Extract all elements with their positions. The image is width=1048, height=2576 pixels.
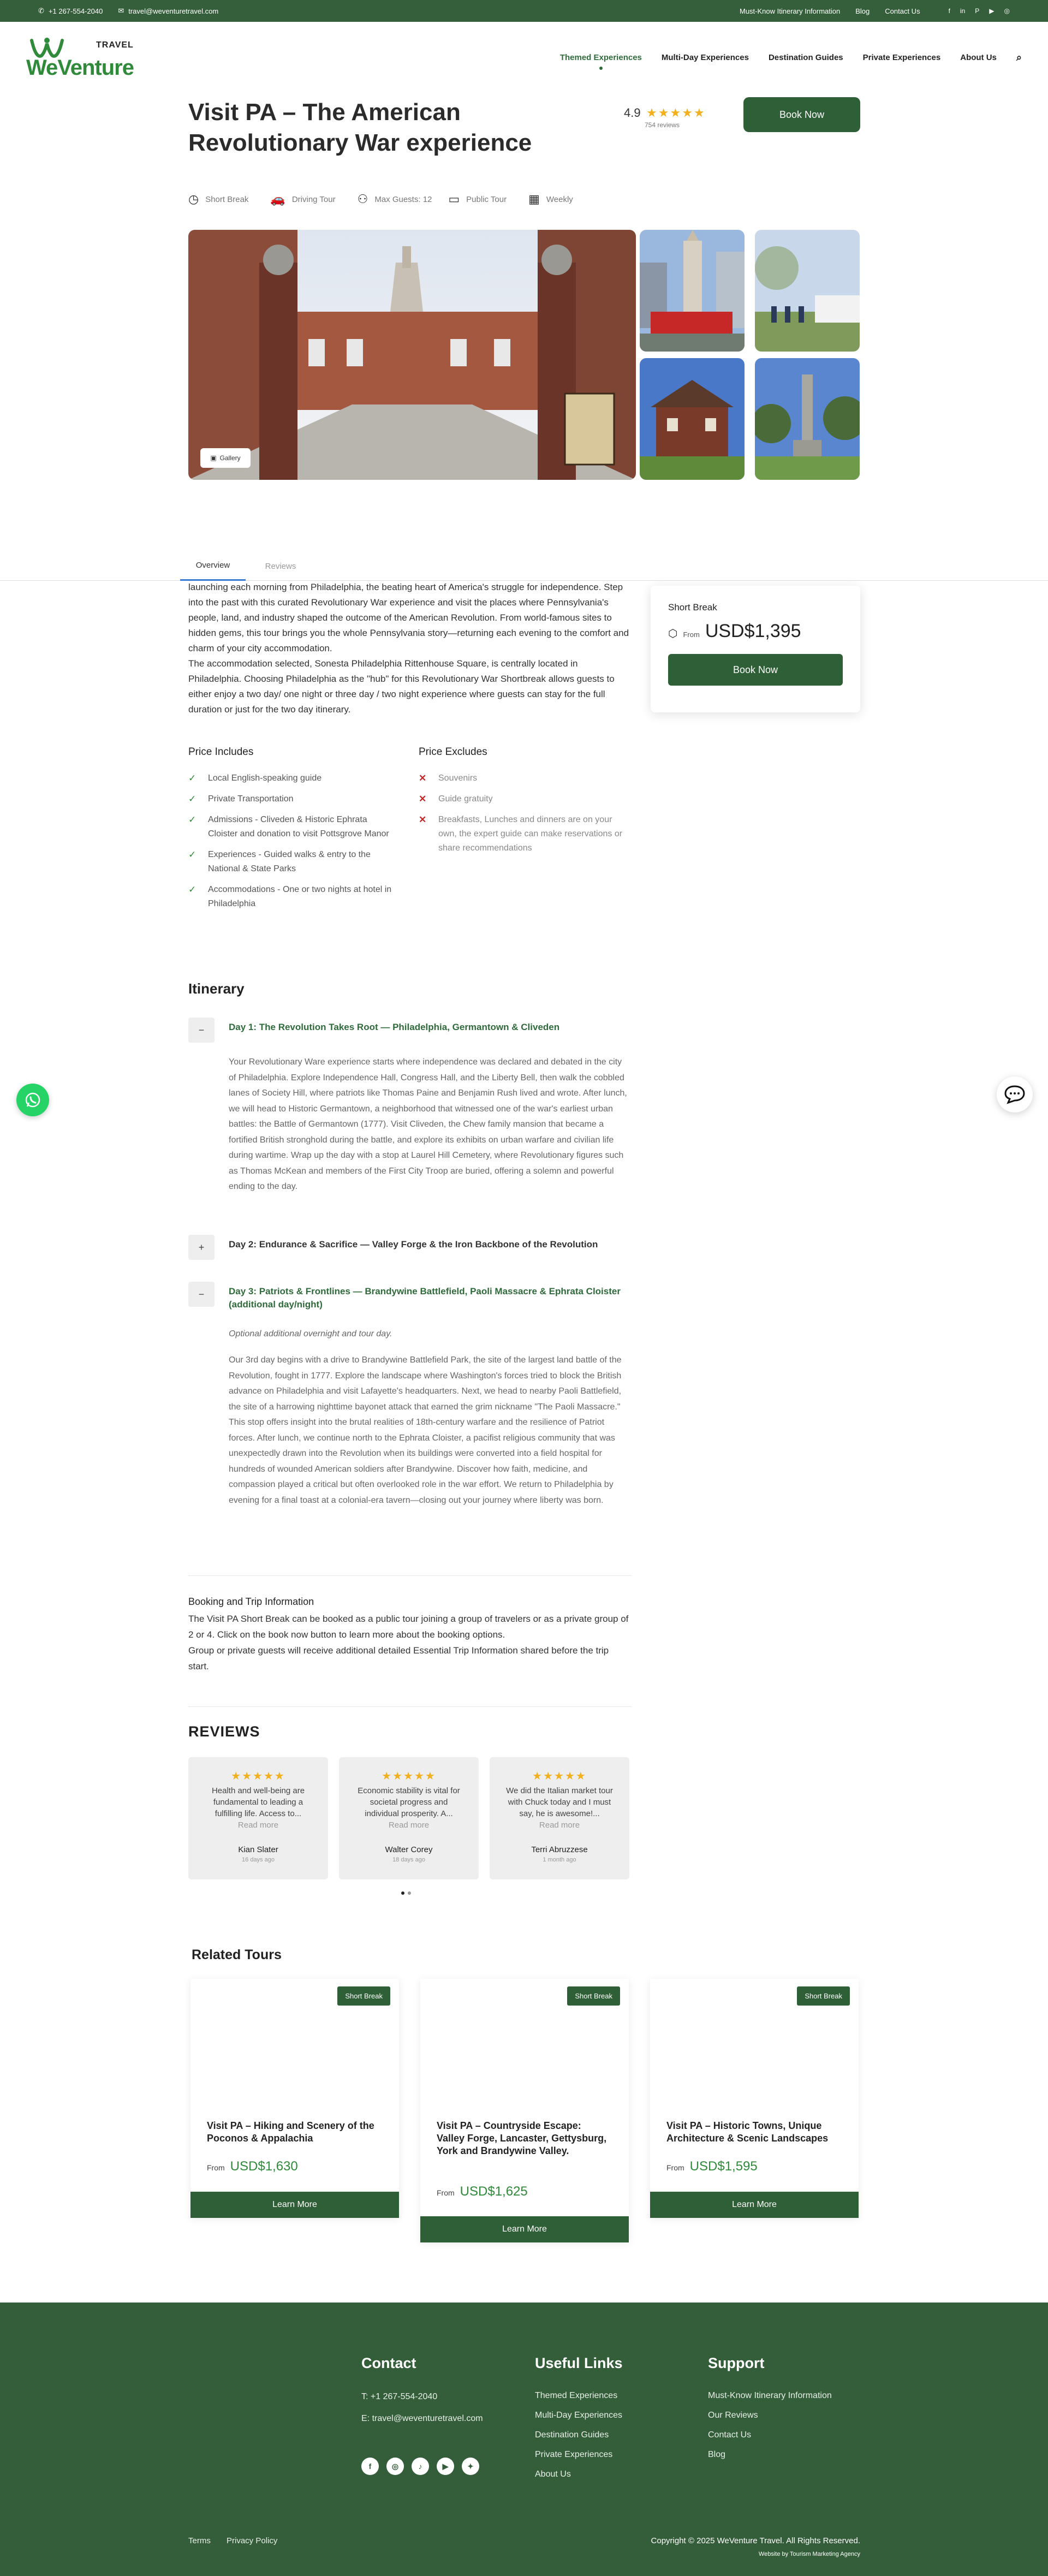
gallery-button[interactable]: ▣ Gallery [200, 448, 251, 468]
list-item: ✕ Breakfasts, Lunches and dinners are on your own, the expert guide can make reservations or share recommendations [419, 813, 626, 855]
list-item: ✓ Accommodations - One or two nights at hotel in Philadelphia [188, 883, 396, 911]
pinterest-icon[interactable]: P [975, 7, 980, 15]
photo-gallery [188, 230, 860, 480]
tour-title[interactable]: Visit PA – Countryside Escape: Valley Forge, Lancaster, Gettysburg, York and Brandywine Valley. [437, 2120, 607, 2156]
meta-guests: ⚇ Max Guests: 12 [357, 192, 432, 206]
instagram-icon[interactable]: ◎ [1004, 7, 1010, 15]
meta-frequency: ▦ Weekly [528, 192, 573, 206]
star-rating-icon: ★★★★★ [532, 1770, 587, 1782]
group-icon: ⚇ [357, 192, 368, 206]
footer-useful-links: Useful Links Themed Experiences Multi-Day Experiences Destination Guides Private Experiences About Us [535, 2355, 623, 2484]
tour-title[interactable]: Visit PA – Hiking and Scenery of the Poconos & Appalachia [207, 2120, 374, 2144]
divider [188, 1706, 632, 1707]
bluesky-icon[interactable]: ✦ [462, 2458, 479, 2475]
list-item: ✓ Local English-speaking guide [188, 771, 396, 786]
related-tours [188, 1947, 860, 2234]
search-icon[interactable]: ⌕ [1016, 51, 1022, 63]
gallery-thumb-4[interactable] [755, 358, 860, 480]
related-heading: Related Tours [192, 1947, 282, 1962]
tour-price: USD$1,595 [689, 2159, 758, 2174]
cross-icon: ✕ [419, 773, 427, 783]
footer-link[interactable]: Our Reviews [708, 2411, 758, 2420]
learn-more-button[interactable]: Learn More [420, 2216, 629, 2242]
collapse-toggle[interactable]: − [188, 1282, 215, 1307]
excludes-heading: Price Excludes [419, 746, 487, 758]
footer-email[interactable]: E: travel@weventuretravel.com [361, 2414, 483, 2423]
nav-destination-guides[interactable]: Destination Guides [768, 52, 843, 62]
star-rating-icon: ★★★★★ [382, 1770, 436, 1782]
site-header [0, 22, 1048, 93]
day-title[interactable]: Day 2: Endurance & Sacrifice — Valley Forge & the Iron Backbone of the Revolution [229, 1239, 598, 1250]
tour-header [188, 97, 860, 158]
whatsapp-button[interactable] [16, 1084, 49, 1116]
read-more-link[interactable]: Read more [237, 1821, 279, 1830]
linkedin-icon[interactable]: in [960, 7, 966, 15]
check-icon: ✓ [188, 773, 196, 783]
tab-reviews[interactable]: Reviews [265, 561, 296, 571]
review-card: ★★★★★ Health and well-being are fundamental to leading a fulfilling life. Access to... Read more Kian Slater 16 days ago [188, 1757, 328, 1879]
list-item: ✕ Guide gratuity [419, 792, 626, 806]
list-item: ✓ Private Transportation [188, 792, 396, 806]
nav-about-us[interactable]: About Us [960, 52, 997, 62]
check-icon: ✓ [188, 814, 196, 825]
topbar-link-contact[interactable]: Contact Us [885, 7, 920, 15]
list-item: ✓ Admissions - Cliveden & Historic Ephrata Cloister and donation to visit Pottsgrove Manor [188, 813, 396, 841]
gallery-thumb-3[interactable] [640, 358, 745, 480]
gallery-thumb-2[interactable] [755, 230, 860, 352]
chat-icon [1004, 1085, 1026, 1104]
car-icon: 🚗 [270, 192, 285, 206]
gallery-thumb-1[interactable] [640, 230, 745, 352]
site-footer [0, 2303, 1048, 2576]
star-rating-icon: ★★★★★ [646, 106, 706, 120]
youtube-icon[interactable]: ▶ [437, 2458, 454, 2475]
topbar-link-itinerary-info[interactable]: Must-Know Itinerary Information [740, 7, 841, 15]
reviewer-name: Walter Corey [385, 1845, 433, 1854]
itinerary-heading: Itinerary [188, 980, 245, 997]
chat-widget-button[interactable] [997, 1076, 1033, 1113]
clock-icon: ◷ [188, 192, 199, 206]
cross-icon: ✕ [419, 814, 427, 825]
meta-public: ▭ Public Tour [448, 192, 507, 206]
day-title[interactable]: Day 3: Patriots & Frontlines — Brandywine Battlefield, Paoli Massacre & Ephrata Cloister (additional day/night) [229, 1286, 621, 1310]
phone-icon: ✆ [38, 7, 44, 15]
booking-card-book-button[interactable]: Book Now [668, 654, 843, 686]
related-tour-card[interactable]: Short Break Visit PA – Hiking and Scenery of the Poconos & Appalachia From USD$1,630 Learn More [190, 1979, 399, 2218]
footer-privacy-link[interactable]: Privacy Policy [227, 2536, 278, 2545]
itinerary: Itinerary − Day 1: The Revolution Takes Root — Philadelphia, Germantown & Cliveden Your Revolutionary Ware experience starts where independence was declared and debated in the city of Philadelphia. Explore Independence Hall, Congress Hall, and the Liberty Bell, then walk the cobbled lanes of Society Hill, where patriots like Thomas Paine and Benjamin Rush lived and wrote. After lunch, we will head to Historic Germantown, a neighborhood that witnessed one of the war's earliest urban battles: the Battle of Germantown (1777). Visit Cliveden, the Chew family mansion that became a fortified British stronghold during the battle, and explore its exhibits on urban warfare and civilian life during wartime. Wrap up the day with a stop at Laurel Hill Cemetery, where Revolutionary figures such as Thomas McKean and members of the First City Troop are buried, offering a solemn and powerful ending to the day. + Day 2: Endurance & Sacrifice — Valley Forge & the Iron Backbone of the Revolution − Day 3: Patriots & Frontlines — Brandywine Battlefield, Paoli Massacre & Ephrata Cloister (additional day/night) Optional additional overnight and tour day. Our 3rd day begins with a drive to Brandywine Battlefield Park, the site of the largest land battle of the Revolution, fought in 1777. Explore the landscape where Washington's forces tried to block the British advance on Philadelphia and visit Lafayette's headquarters. Next, we head to nearby Paoli Battlefield, the site of a harrowing nighttime bayonet attack that earned the grim nickname "The Paoli Massacre." This stop offers insight into the brutal realities of 18th-century warfare and the resilience of Patriot forces. After lunch, we continue north to the Ephrata Cloister, a pacifist religious community that was unexpectedly drawn into the Revolution when its buildings were converted into a field hospital for hundreds of wounded American soldiers after Brandywine. Discover how faith, medicine, and compassion played a critical but often overlooked role in the war effort. We return to Philadelphia by evening for a final toast at a colonial-era tavern—closing out your journey where liberty was born. [188, 980, 632, 997]
price-value: USD$1,395 [705, 621, 801, 641]
learn-more-button[interactable]: Learn More [190, 2192, 399, 2218]
mail-icon: ✉ [118, 7, 124, 15]
reviewer-name: Kian Slater [238, 1845, 278, 1854]
tour-badge: Short Break [337, 1986, 390, 2006]
booking-info-heading: Booking and Trip Information [188, 1596, 314, 1607]
reviews-heading: REVIEWS [188, 1723, 260, 1740]
rating-summary: 4.9 ★★★★★ 754 reviews [624, 106, 706, 129]
learn-more-button[interactable]: Learn More [650, 2192, 859, 2218]
booking-info: Booking and Trip Information The Visit PA Short Break can be booked as a public tour joining a group of travelers or as a private group of 2 or 4. Click on the book now button to learn more about the booking options. Group or private guests will receive additional detailed Essential Trip Information shared before the trip start. [188, 1596, 632, 1674]
expand-toggle[interactable]: + [188, 1235, 215, 1260]
book-now-button[interactable]: Book Now [743, 97, 860, 132]
carousel-dots [401, 1891, 411, 1895]
footer-phone[interactable]: T: +1 267-554-2040 [361, 2392, 438, 2401]
tour-badge: Short Break [567, 1986, 620, 2006]
whatsapp-icon [24, 1091, 41, 1109]
youtube-icon[interactable]: ▶ [989, 7, 995, 15]
tiktok-icon[interactable]: ♪ [412, 2458, 429, 2475]
nav-themed-experiences[interactable]: Themed Experiences [559, 52, 642, 62]
copyright: Copyright © 2025 WeVenture Travel. All Rights Reserved. Website by Tourism Marketing Agency [632, 2536, 860, 2557]
booking-card: Short Break ⬡ From USD$1,395 Book Now [651, 586, 860, 712]
cross-icon: ✕ [419, 794, 427, 804]
footer-support: Support Must-Know Itinerary Information Our Reviews Contact Us Blog [708, 2355, 832, 2465]
phone-link[interactable]: ✆ +1 267-554-2040 [38, 7, 103, 15]
calendar-icon: ▦ [528, 192, 540, 206]
check-icon: ✓ [188, 884, 196, 895]
main-nav [560, 52, 1022, 63]
facebook-icon[interactable]: f [948, 7, 950, 15]
tour-badge: Short Break [797, 1986, 850, 2006]
reviews-section [188, 1723, 632, 1863]
footer-link[interactable]: Must-Know Itinerary Information [708, 2391, 832, 2400]
collapse-toggle[interactable]: − [188, 1018, 215, 1043]
top-bar [0, 0, 1048, 22]
read-more-link[interactable]: Read more [388, 1821, 430, 1830]
footer-link[interactable]: Private Experiences [535, 2450, 613, 2459]
day-note: Optional additional overnight and tour day. [229, 1329, 392, 1338]
footer-contact: Contact T: +1 267-554-2040 E: travel@weventuretravel.com [361, 2355, 483, 2430]
carousel-dot[interactable] [401, 1891, 404, 1895]
related-tour-card[interactable]: Short Break Visit PA – Historic Towns, Unique Architecture & Scenic Landscapes From USD$1,595 Learn More [650, 1979, 859, 2218]
list-item: ✓ Experiences - Guided walks & entry to the National & State Parks [188, 848, 396, 876]
nav-private-experiences[interactable]: Private Experiences [862, 52, 941, 62]
tour-price: USD$1,630 [230, 2159, 298, 2174]
footer-link[interactable]: Contact Us [708, 2430, 752, 2440]
topbar-link-blog[interactable]: Blog [855, 7, 870, 15]
footer-link[interactable]: Multi-Day Experiences [535, 2411, 623, 2420]
image-icon: ▣ [210, 454, 217, 462]
tour-meta [188, 192, 573, 206]
footer-social [361, 2458, 479, 2475]
instagram-icon[interactable]: ◎ [386, 2458, 404, 2475]
page-title: Visit PA – The American Revolutionary War experience [188, 99, 532, 156]
divider [188, 1575, 632, 1576]
meta-duration: ◷ Short Break [188, 192, 249, 206]
includes-heading: Price Includes [188, 746, 254, 758]
gallery-main-image[interactable] [188, 230, 636, 480]
footer-link[interactable]: Themed Experiences [535, 2391, 618, 2400]
ticket-icon: ▭ [448, 192, 460, 206]
related-tour-card[interactable]: Short Break Visit PA – Countryside Escape: Valley Forge, Lancaster, Gettysburg, York and Brandywine Valley. From USD$1,625 Learn More [420, 1979, 629, 2242]
footer-link[interactable]: Destination Guides [535, 2430, 609, 2440]
review-card: ★★★★★ We did the Italian market tour with Chuck today and I must say, he is awesome!... Read more Terri Abruzzese 1 month ago [490, 1757, 629, 1879]
footer-link[interactable]: Blog [708, 2450, 726, 2459]
carousel-dot[interactable] [408, 1891, 411, 1895]
footer-terms-link[interactable]: Terms [188, 2536, 211, 2545]
review-card: ★★★★★ Economic stability is vital for societal progress and individual prosperity. A... Read more Walter Corey 18 days ago [339, 1757, 479, 1879]
tab-overview[interactable]: Overview [180, 551, 246, 581]
logo[interactable]: TRAVEL WeVenture [26, 33, 135, 82]
credit-link[interactable]: Website by Tourism Marketing Agency [758, 2551, 860, 2557]
check-icon: ✓ [188, 849, 196, 860]
tour-title[interactable]: Visit PA – Historic Towns, Unique Architecture & Scenic Landscapes [666, 2120, 829, 2144]
overview-text: launching each morning from Philadelphia, the beating heart of America's struggle for independence. Step into the past with this curated Revolutionary War experience and visit the places where Pennsylvania's people, land, and industry shaped the outcome of the American Revolution. From world-famous sites to hidden gems, this tour brings you the whole Pennsylvania story—returning each evening to the comfort and charm of your city accommodation. The accommodation selected, Sonesta Philadelphia Rittenhouse Square, is centrally located in Philadelphia. Choosing Philadelphia as the "hub" for this Revolutionary War Shortbreak allows guests to either enjoy a two day/ one night or three day / two night experience where guests can stay for the full duration or just for the two day itinerary. [188, 582, 629, 715]
star-rating-icon: ★★★★★ [231, 1770, 285, 1782]
email-link[interactable]: ✉ travel@weventuretravel.com [118, 7, 219, 15]
list-item: ✕ Souvenirs [419, 771, 626, 786]
content-tabs [0, 551, 1048, 581]
footer-link[interactable]: About Us [535, 2470, 571, 2479]
facebook-icon[interactable]: f [361, 2458, 379, 2475]
nav-multi-day[interactable]: Multi-Day Experiences [661, 52, 749, 62]
reviewer-name: Terri Abruzzese [531, 1845, 588, 1854]
tour-price: USD$1,625 [460, 2184, 528, 2199]
tag-icon: ⬡ [668, 628, 678, 640]
meta-tour-type: 🚗 Driving Tour [270, 192, 336, 206]
check-icon: ✓ [188, 794, 196, 804]
read-more-link[interactable]: Read more [539, 1821, 580, 1830]
day-title[interactable]: Day 1: The Revolution Takes Root — Philadelphia, Germantown & Cliveden [229, 1022, 560, 1032]
